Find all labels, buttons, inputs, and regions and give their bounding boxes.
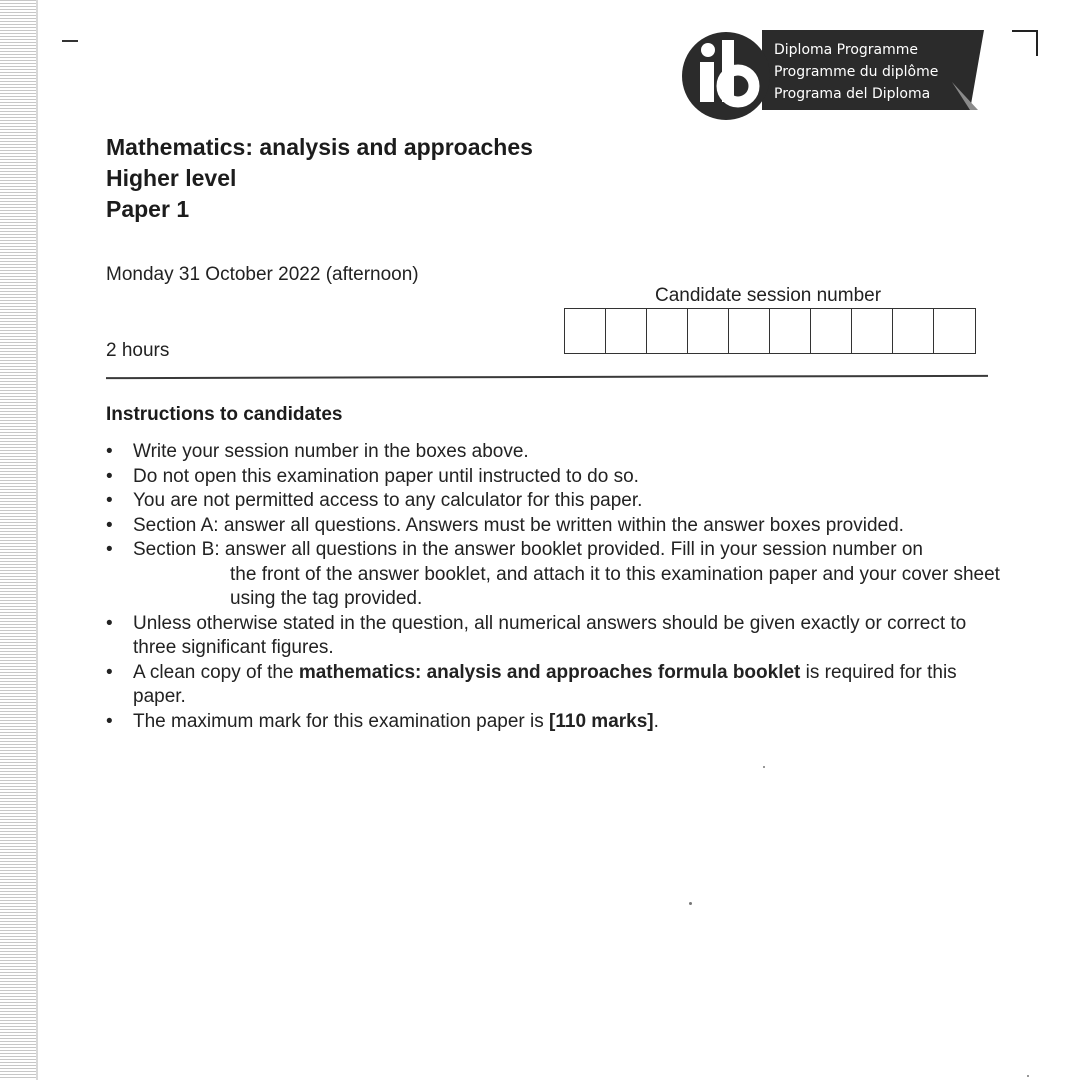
scan-speck (1027, 1075, 1029, 1077)
instruction-text-post: is required for this paper. (133, 661, 957, 707)
exam-duration: 2 hours (106, 340, 170, 361)
session-number-box[interactable] (729, 309, 770, 353)
instruction-text: Unless otherwise stated in the question, all numerical answers should be given exactly or correct to three significant figures. (133, 612, 967, 658)
session-number-box[interactable] (606, 309, 647, 353)
instruction-text-pre: A clean copy of the (133, 661, 299, 683)
instructions-list (106, 440, 1006, 734)
bullet-icon: • (106, 514, 113, 536)
paper-number: Paper 1 (106, 196, 190, 222)
session-number-box[interactable] (811, 309, 852, 353)
instruction-item (106, 465, 1006, 490)
paper-title-block (106, 132, 533, 225)
logo-line-3: Programa del Diploma (774, 86, 931, 102)
corner-mark-left (62, 40, 78, 42)
session-number-box[interactable] (688, 309, 729, 353)
session-number-box[interactable] (565, 309, 606, 353)
corner-mark-right (1012, 30, 1038, 32)
session-number-box[interactable] (770, 309, 811, 353)
bullet-icon: • (106, 465, 113, 487)
session-number-boxes[interactable] (564, 308, 976, 354)
logo-line-2: Programme du diplôme (774, 64, 939, 80)
formula-booklet-name: mathematics: analysis and approaches formula booklet (298, 661, 801, 683)
scan-speck (763, 766, 765, 768)
instruction-item (106, 612, 1006, 661)
instruction-text: Do not open this examination paper until instructed to do so. (133, 465, 639, 487)
bullet-icon: • (106, 490, 113, 511)
instruction-text: Section B: answer all questions in the answer booklet provided. Fill in your session number on (133, 539, 923, 560)
instruction-continuation: the front of the answer booklet, and attach it to this examination paper and your cover sheet using the tag provided. (230, 563, 1000, 609)
instruction-item (106, 661, 1006, 710)
instruction-item (106, 514, 1006, 539)
level-title: Higher level (106, 165, 237, 191)
scan-edge-strip (0, 0, 38, 1080)
session-number-box[interactable] (852, 309, 893, 353)
bullet-icon: • (106, 612, 113, 634)
instruction-text: You are not permitted access to any calculator for this paper. (133, 490, 643, 511)
bullet-icon: • (106, 441, 113, 462)
instruction-text: Write your session number in the boxes above. (133, 441, 529, 462)
logo-line-1: Diploma Programme (774, 42, 918, 58)
instruction-item (106, 489, 1006, 514)
instruction-text: Section A: answer all questions. Answers must be written within the answer boxes provided. (133, 514, 904, 536)
session-number-box[interactable] (893, 309, 934, 353)
instruction-item (106, 440, 1006, 465)
logo-text (774, 39, 938, 105)
subject-title: Mathematics: analysis and approaches (106, 134, 533, 160)
ib-logo (678, 30, 988, 122)
maximum-marks: [110 marks] (549, 710, 654, 732)
corner-mark-right-vertical (1036, 30, 1038, 56)
session-number-label: Candidate session number (655, 285, 882, 306)
divider-line (106, 375, 988, 379)
exam-date: Monday 31 October 2022 (afternoon) (106, 264, 419, 285)
bullet-icon: • (106, 539, 113, 560)
instruction-text-pre: The maximum mark for this examination paper is (133, 710, 550, 732)
instruction-text-post: . (653, 710, 659, 732)
scan-speck (689, 902, 692, 905)
bullet-icon: • (106, 661, 113, 683)
instruction-item (106, 538, 1006, 612)
instructions-heading: Instructions to candidates (106, 404, 343, 425)
bullet-icon: • (106, 710, 113, 732)
session-number-box[interactable] (934, 309, 975, 353)
session-number-box[interactable] (647, 309, 688, 353)
instruction-item (106, 710, 1006, 735)
scan-edge-line (36, 0, 38, 1080)
